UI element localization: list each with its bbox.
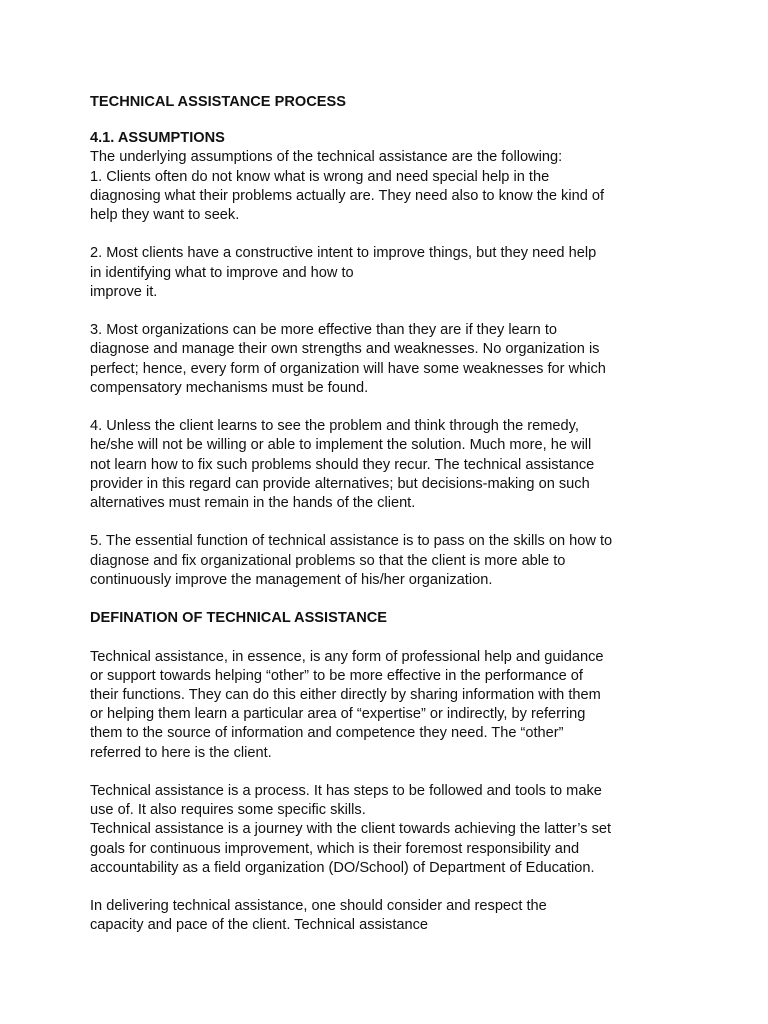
assumptions-heading: 4.1. ASSUMPTIONS [90, 130, 225, 147]
definition-paragraph-2: Technical assistance is a process. It has steps to be followed and tools to make use of. It also requires some specific skills. [90, 783, 602, 819]
definition-heading: DEFINATION OF TECHNICAL ASSISTANCE [90, 610, 388, 627]
definition-paragraph-1: Technical assistance, in essence, is any form of professional help and guidance or support towards helping “other” to be more effective in the performance of their functions. They can do this either directly by sharing information with them or helping them learn a particular area of “expertise” or indirectly, by referring them to the source of information and competence they need. The “other” referred to here is the client. [90, 648, 604, 761]
document-title: TECHNICAL ASSISTANCE PROCESS [90, 94, 346, 110]
assumption-item-3: 3. Most organizations can be more effective than they are if they learn to diagnose and manage their own strengths and weaknesses. No organization is perfect; hence, every form of organization will have some weaknesses for which compensatory mechanisms must be found. [90, 322, 606, 396]
assumption-item-1: 1. Clients often do not know what is wrong and need special help in the diagnosing what their problems actually are. They need also to know the kind of help they want to seek. [90, 168, 605, 224]
definition-paragraph-4: In delivering technical assistance, one should consider and respect the capacity and pace of the client. Technical assistance [90, 898, 547, 934]
assumption-item-5: 5. The essential function of technical assistance is to pass on the skills on how to diagnose and fix organizational problems so that the client is more able to continuously improve the management of his/her organization. [90, 533, 613, 588]
assumption-item-2: 2. Most clients have a constructive intent to improve things, but they need help in identifying what to improve and how to improve it. [90, 245, 597, 300]
assumption-item-4: 4. Unless the client learns to see the problem and think through the remedy, he/she will not be willing or able to implement the solution. Much more, he will not learn how to fix such problems should they recur. The technical assistance provider in this regard can provide alternatives; but decisions-making on such alternatives must remain in the hands of the client. [90, 418, 595, 512]
definition-paragraph-3: Technical assistance is a journey with the client towards achieving the latter’s set goals for continuous improvement, which is their foremost responsibility and accountability as a field organization (DO/School) of Department of Education. [90, 821, 612, 876]
assumptions-intro: The underlying assumptions of the technical assistance are the following: [90, 149, 563, 166]
document-page [90, 93, 690, 936]
